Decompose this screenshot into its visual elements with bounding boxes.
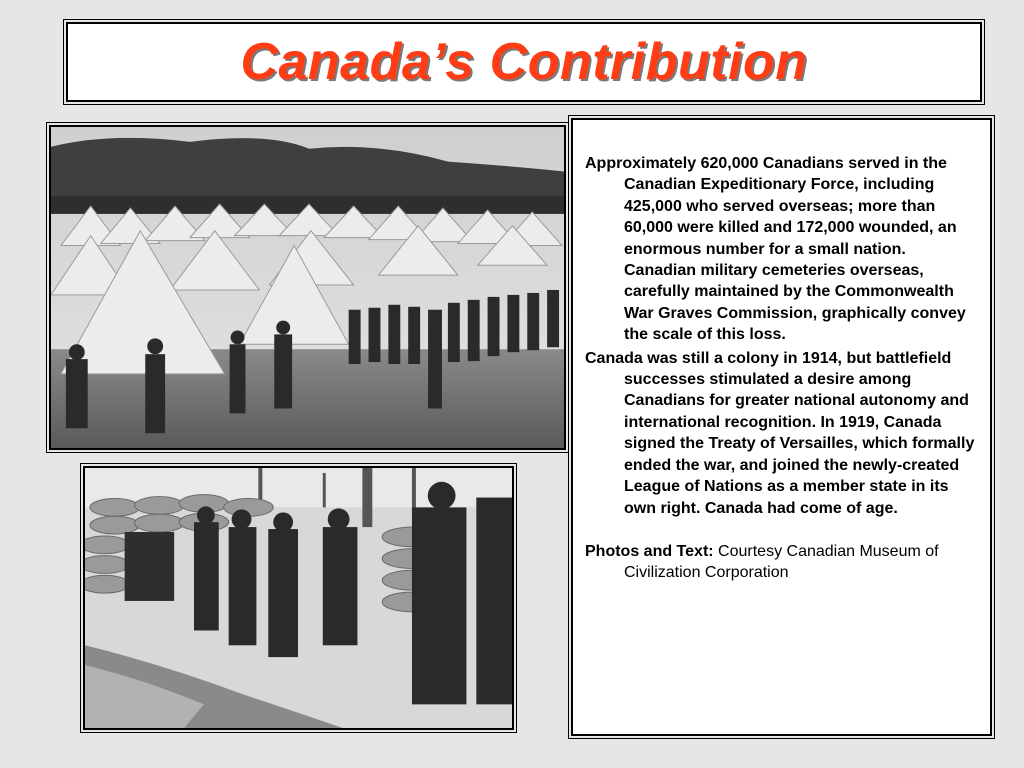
paragraph-service-statistics: Approximately 620,000 Canadians served in the Canadian Expeditionary Force, including 425,000 who served overseas; more than 60,000 were killed and 172,000 wounded, an enormous number for a small nation. Canadian military cemeteries overseas, carefully maintained by the Commonwealth War Graves Commission, graphically convey the scale of this loss. (585, 155, 966, 344)
credit-line (585, 541, 976, 584)
trench-soldiers-photo (83, 466, 514, 730)
tent-camp-image (51, 127, 564, 448)
paragraph-autonomy: Canada was still a colony in 1914, but battlefield successes stimulated a desire among Canadians for greater national autonomy and international recognition. In 1919, Canada signed the Treaty of Versailles, which formally ended the war, and joined the newly-created League of Nations as a member state in its own right. Canada had come of age. (585, 349, 975, 517)
credit-text: Courtesy Canadian Museum of Civilization Corporation (624, 542, 939, 582)
slide-title: Canada’s Contribution (240, 33, 808, 91)
tent-camp-photo (49, 125, 566, 450)
trench-soldiers-image (85, 468, 512, 728)
credit-label: Photos and Text: (585, 542, 714, 560)
text-panel (571, 118, 992, 736)
title-box (66, 22, 982, 102)
